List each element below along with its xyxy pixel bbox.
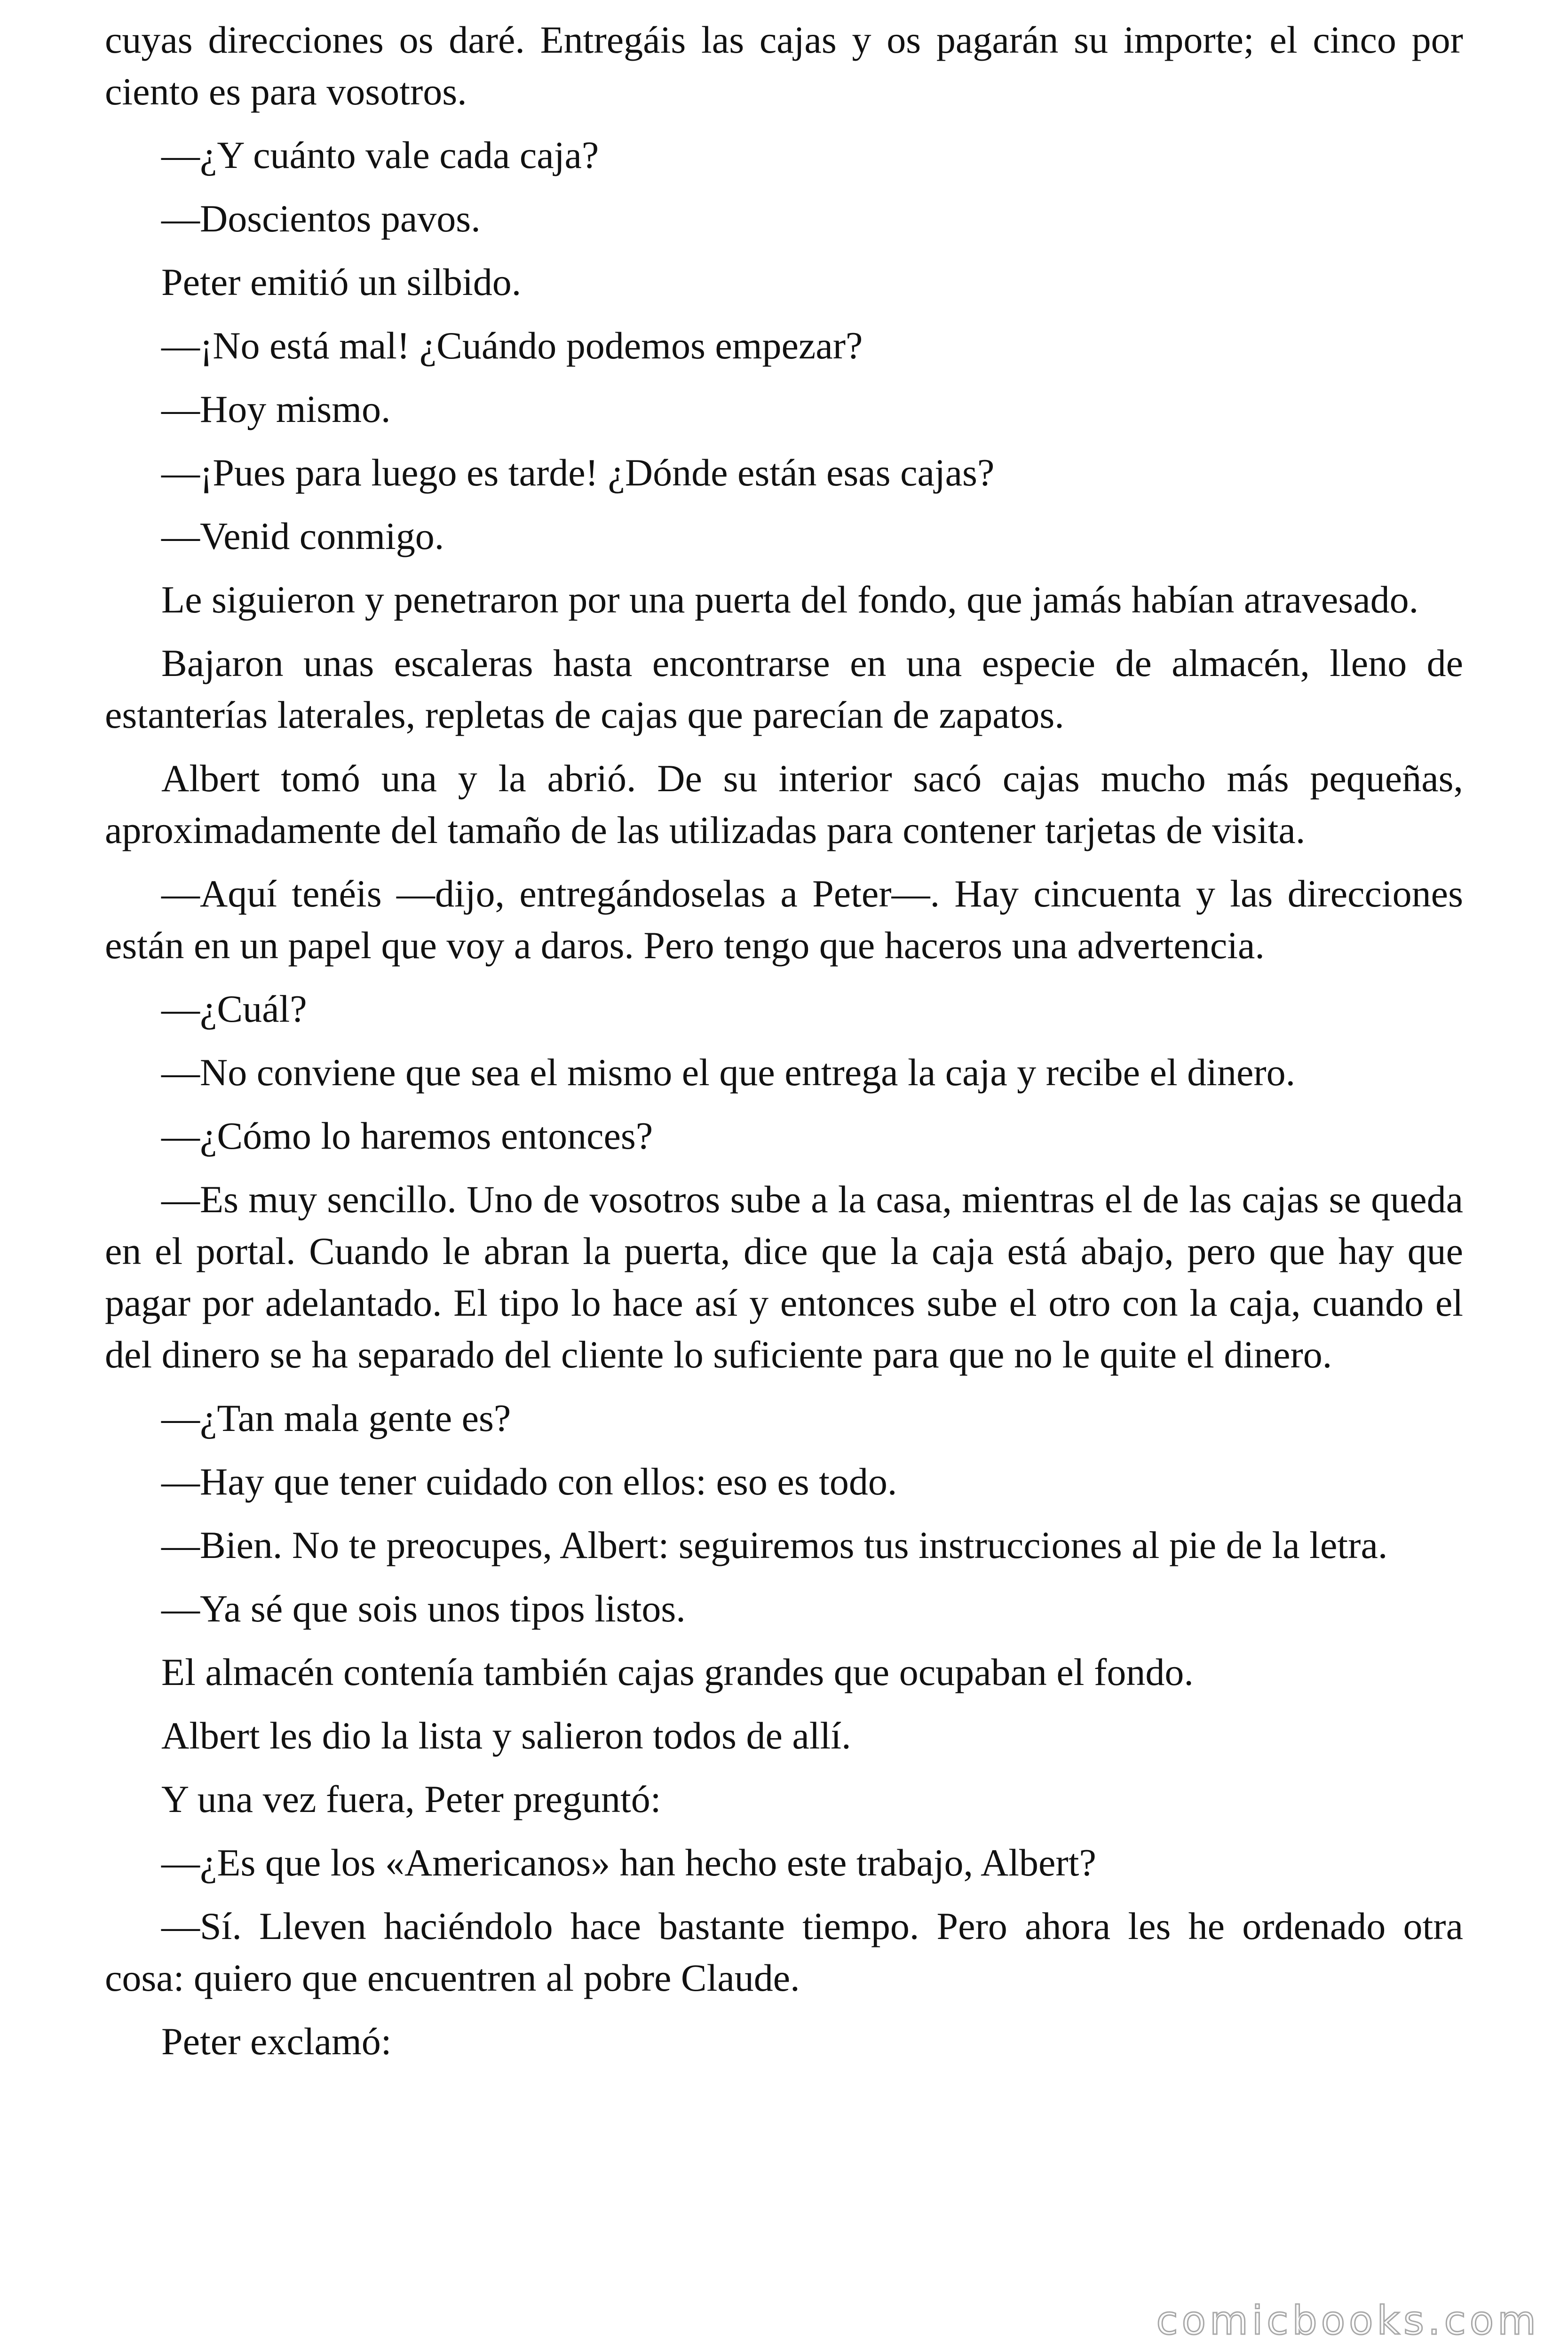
paragraph: El almacén contenía también cajas grandes que ocupaban el fondo. (161, 1651, 1194, 1693)
paragraph: —Es muy sencillo. Uno de vosotros sube a la casa, mientras el de las cajas se queda en el portal. Cuando le abran la puerta, dice que la caja está abajo, pero que hay que pagar por adelantado. El tipo lo hace así y entonces sube el otro con la caja, cuando el del dinero se ha separado del cliente lo suficiente para que no le quite el dinero. (105, 1178, 1463, 1376)
paragraph: —Sí. Lleven haciéndolo hace bastante tiempo. Pero ahora les he ordenado otra cosa: quiero que encuentren al pobre Claude. (105, 1905, 1463, 1999)
paragraph: Bajaron unas escaleras hasta encontrarse en una especie de almacén, lleno de estanterías laterales, repletas de cajas que parecían de zapatos. (105, 642, 1463, 736)
paragraph: —Bien. No te preocupes, Albert: seguiremos tus instrucciones al pie de la letra. (161, 1524, 1388, 1566)
paragraph: Peter exclamó: (161, 2020, 392, 2063)
paragraph: —Venid conmigo. (161, 515, 444, 557)
paragraph: —Hoy mismo. (161, 388, 391, 430)
paragraph: —Ya sé que sois unos tipos listos. (161, 1587, 686, 1630)
paragraph: —Hay que tener cuidado con ellos: eso es todo. (161, 1460, 897, 1503)
paragraph: —¡Pues para luego es tarde! ¿Dónde están esas cajas? (161, 451, 995, 494)
paragraph: —¿Es que los «Americanos» han hecho este trabajo, Albert? (161, 1841, 1096, 1884)
paragraph: —¿Tan mala gente es? (161, 1397, 511, 1439)
paragraph: —Aquí tenéis —dijo, entregándoselas a Peter—. Hay cincuenta y las direcciones están en un papel que voy a daros. Pero tengo que haceros una advertencia. (105, 872, 1463, 967)
paragraph: Peter emitió un silbido. (161, 261, 522, 303)
paragraph: —¿Cuál? (161, 987, 307, 1030)
paragraph: Y una vez fuera, Peter preguntó: (161, 1778, 661, 1820)
paragraph: —No conviene que sea el mismo el que entrega la caja y recibe el dinero. (161, 1051, 1296, 1094)
watermark: comicbooks.com (1156, 2297, 1540, 2344)
paragraph: Albert les dio la lista y salieron todos de allí. (161, 1714, 851, 1757)
paragraph: —¿Cómo lo haremos entonces? (161, 1114, 653, 1157)
body-text (105, 14, 1463, 2079)
paragraph: —Doscientos pavos. (161, 197, 481, 240)
paragraph: —¿Y cuánto vale cada caja? (161, 134, 599, 176)
paragraph: cuyas direcciones os daré. Entregáis las cajas y os pagarán su importe; el cinco por ciento es para vosotros. (105, 18, 1463, 113)
paragraph: Albert tomó una y la abrió. De su interior sacó cajas mucho más pequeñas, aproximadamente del tamaño de las utilizadas para contener tarjetas de visita. (105, 757, 1463, 851)
paragraph: —¡No está mal! ¿Cuándo podemos empezar? (161, 324, 863, 367)
paragraph: Le siguieron y penetraron por una puerta del fondo, que jamás habían atravesado. (161, 578, 1419, 621)
